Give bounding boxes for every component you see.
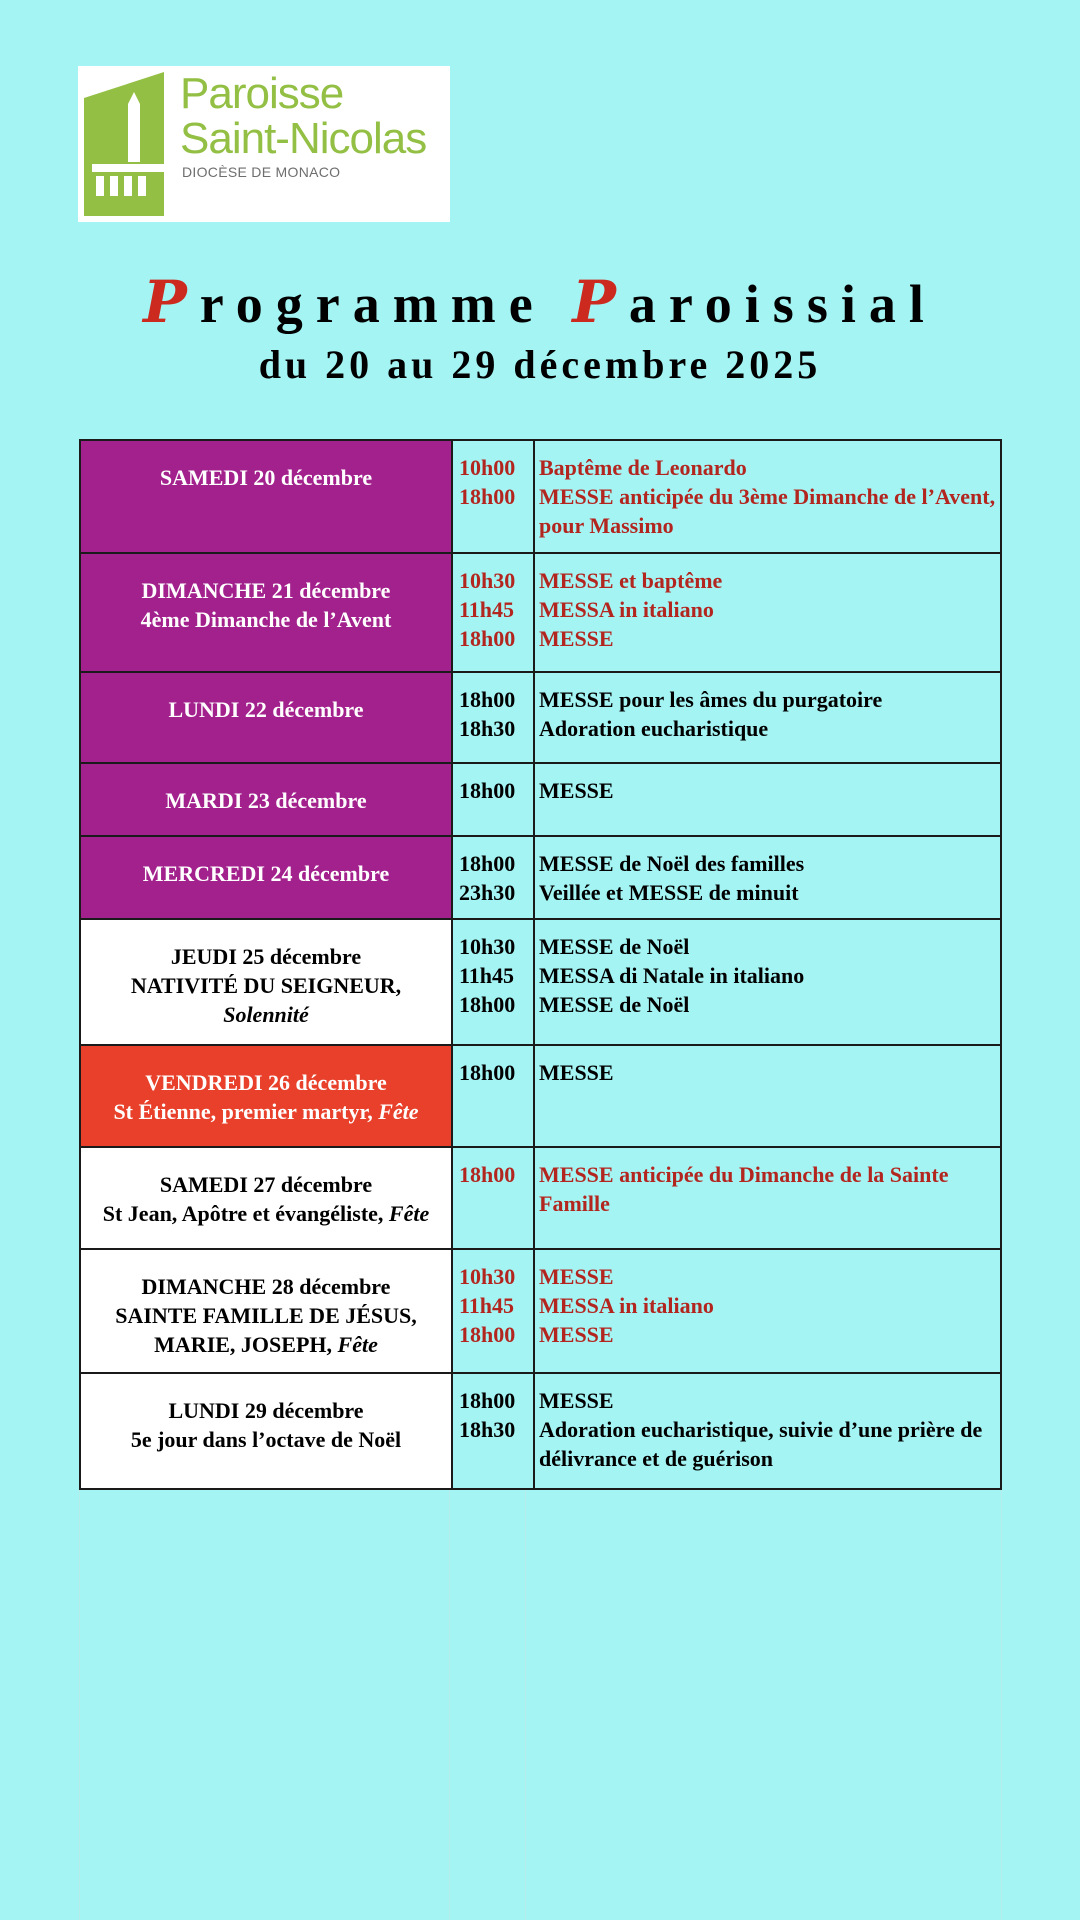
day-line: St Étienne, premier martyr, — [113, 1099, 373, 1124]
time: 23h30 — [459, 880, 516, 905]
time: 18h00 — [459, 1162, 516, 1187]
event: MESSE de Noël — [539, 992, 690, 1017]
day-line: VENDREDI 26 décembre — [145, 1070, 387, 1095]
day-rank: Fête — [388, 1201, 430, 1226]
parish-logo — [78, 66, 450, 222]
schedule-row — [80, 1147, 1001, 1249]
times-cell — [452, 1373, 534, 1489]
event: MESSE de Noël — [539, 934, 690, 959]
column-guide — [449, 1490, 450, 1920]
time: 10h30 — [459, 934, 516, 959]
day-line: SAMEDI 20 décembre — [159, 465, 373, 490]
day-cell — [80, 1373, 452, 1489]
schedule-row — [80, 672, 1001, 763]
events-cell — [534, 672, 1001, 763]
logo-line-name: Saint-Nicolas — [180, 114, 427, 163]
time: 18h00 — [459, 1322, 516, 1347]
day-line: 4ème Dimanche de l’Avent — [140, 607, 392, 632]
page-subtitle: du 20 au 29 décembre 2025 — [258, 342, 822, 387]
day-line: SAINTE FAMILLE DE JÉSUS, — [115, 1303, 417, 1328]
event: MESSE — [539, 778, 614, 803]
schedule-row — [80, 1045, 1001, 1147]
event: MESSE pour les âmes du purgatoire — [539, 687, 883, 712]
title-initial-2: P — [572, 268, 629, 336]
event: Veillée et MESSE de minuit — [539, 880, 799, 905]
day-cell — [80, 1147, 452, 1249]
day-cell — [80, 672, 452, 763]
schedule-row — [80, 763, 1001, 836]
times-cell — [452, 1147, 534, 1249]
events-cell — [534, 919, 1001, 1045]
time: 18h00 — [459, 1060, 516, 1085]
day-line: St Jean, Apôtre et évangéliste, — [102, 1201, 384, 1226]
day-line: SAMEDI 27 décembre — [159, 1172, 373, 1197]
schedule-table — [79, 439, 1002, 1490]
church-tower-icon — [78, 66, 178, 222]
event: MESSA di Natale in italiano — [539, 963, 805, 988]
events-cell — [534, 1249, 1001, 1373]
day-line: JEUDI 25 décembre — [170, 944, 362, 969]
time: 10h30 — [459, 1264, 516, 1289]
time: 18h00 — [459, 484, 516, 509]
schedule-row — [80, 1249, 1001, 1373]
events-cell — [534, 1147, 1001, 1249]
day-line: NATIVITÉ DU SEIGNEUR, — [130, 973, 402, 998]
time: 18h00 — [459, 626, 516, 651]
event: MESSE — [539, 1060, 614, 1085]
event: Adoration eucharistique — [539, 716, 769, 741]
event: Baptême de Leonardo — [539, 455, 747, 480]
events-cell — [534, 553, 1001, 672]
times-cell — [452, 1249, 534, 1373]
event: MESSE — [539, 626, 614, 651]
column-guide — [79, 1490, 80, 1920]
column-guide — [525, 1490, 526, 1920]
schedule-row — [80, 919, 1001, 1045]
day-cell — [80, 1045, 452, 1147]
schedule-row — [80, 836, 1001, 919]
day-cell — [80, 763, 452, 836]
time: 11h45 — [459, 1293, 515, 1318]
day-cell — [80, 553, 452, 672]
time: 18h00 — [459, 687, 516, 712]
times-cell — [452, 836, 534, 919]
day-line: 5e jour dans l’octave de Noël — [130, 1427, 402, 1452]
schedule-row — [80, 1373, 1001, 1489]
column-guide — [1001, 1490, 1002, 1920]
title-initial-1: P — [143, 268, 200, 336]
day-rank: Fête — [378, 1099, 419, 1124]
time: 11h45 — [459, 597, 515, 622]
event: MESSA in italiano — [539, 1293, 714, 1318]
logo-line-diocese: DIOCÈSE DE MONACO — [182, 164, 341, 180]
time: 18h00 — [459, 992, 516, 1017]
day-cell — [80, 836, 452, 919]
time: 10h00 — [459, 455, 516, 480]
page-title — [0, 268, 1080, 336]
day-cell — [80, 1249, 452, 1373]
times-cell — [452, 553, 534, 672]
times-cell — [452, 919, 534, 1045]
time: 18h00 — [459, 851, 516, 876]
event: MESSE et baptême — [539, 568, 723, 593]
event: MESSE — [539, 1388, 614, 1413]
event: Adoration eucharistique, suivie d’une prière de délivrance et de guérison — [539, 1417, 983, 1471]
event: MESSE anticipée du Dimanche de la Sainte Famille — [539, 1162, 949, 1216]
events-cell — [534, 1373, 1001, 1489]
time: 18h30 — [459, 1417, 516, 1442]
title-word-2: aroissial — [628, 274, 937, 334]
events-cell — [534, 440, 1001, 553]
day-line: MARDI 23 décembre — [165, 788, 367, 813]
day-cell — [80, 440, 452, 553]
day-line: DIMANCHE 28 décembre — [141, 1274, 391, 1299]
times-cell — [452, 672, 534, 763]
times-cell — [452, 440, 534, 553]
times-cell — [452, 763, 534, 836]
times-cell — [452, 1045, 534, 1147]
event: MESSE — [539, 1322, 614, 1347]
event: MESSE anticipée du 3ème Dimanche de l’Avent, pour Massimo — [539, 484, 996, 538]
events-cell — [534, 836, 1001, 919]
events-cell — [534, 1045, 1001, 1147]
day-line: MERCREDI 24 décembre — [142, 861, 390, 886]
event: MESSE — [539, 1264, 614, 1289]
event: MESSA in italiano — [539, 597, 714, 622]
day-line: LUNDI 22 décembre — [168, 697, 364, 722]
time: 18h30 — [459, 716, 516, 741]
time: 18h00 — [459, 1388, 516, 1413]
day-rank: Solennité — [223, 1002, 309, 1027]
schedule-row — [80, 553, 1001, 672]
title-word-1: rogramme — [199, 274, 546, 334]
day-line: LUNDI 29 décembre — [168, 1398, 364, 1423]
time: 10h30 — [459, 568, 516, 593]
day-line: DIMANCHE 21 décembre — [141, 578, 391, 603]
time: 11h45 — [459, 963, 515, 988]
logo-line-parish: Paroisse — [180, 69, 344, 118]
day-cell — [80, 919, 452, 1045]
events-cell — [534, 763, 1001, 836]
day-rank: Fête — [337, 1332, 378, 1357]
time: 18h00 — [459, 778, 516, 803]
event: MESSE de Noël des familles — [539, 851, 805, 876]
day-line: MARIE, JOSEPH, — [154, 1332, 333, 1357]
schedule-row — [80, 440, 1001, 553]
